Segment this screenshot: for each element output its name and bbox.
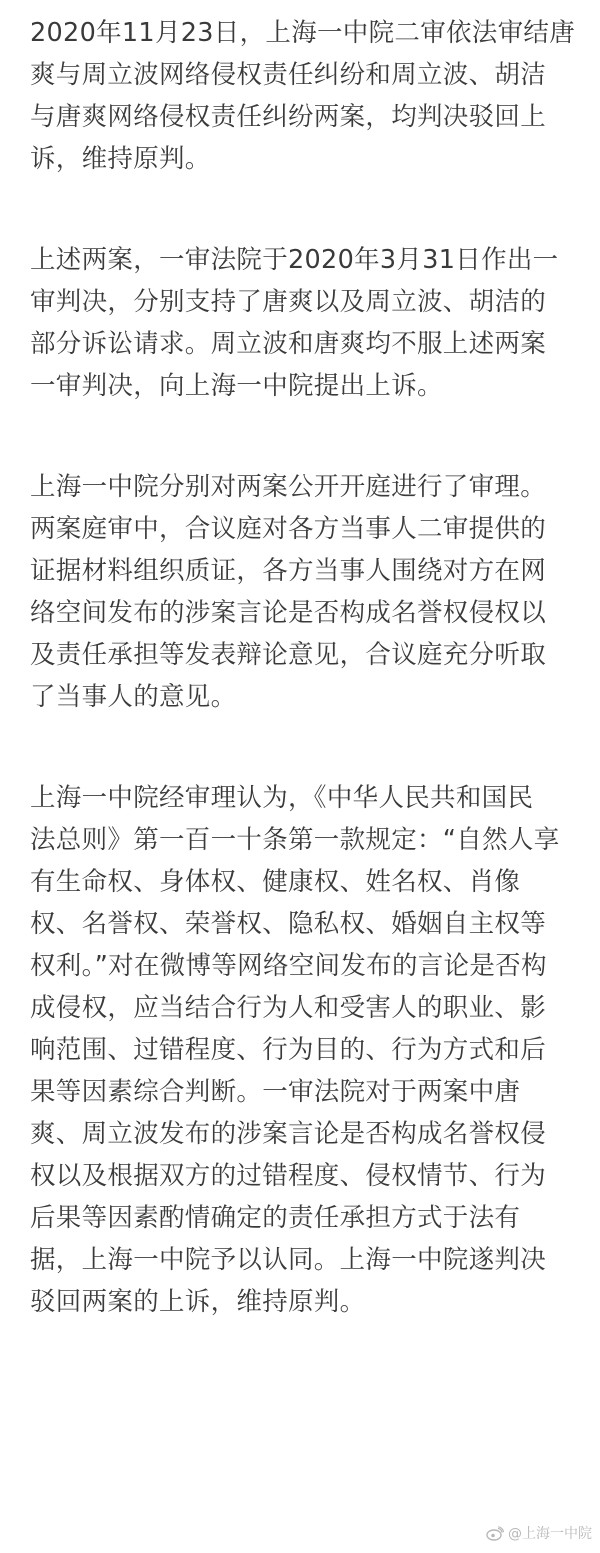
- paragraph-4: [30, 777, 582, 1323]
- weibo-watermark: [486, 1523, 592, 1543]
- paragraph-line: 果等因素综合判断。一审法院对于两案中唐: [30, 1077, 521, 1107]
- paragraph-line: 络空间发布的涉案言论是否构成名誉权侵权以: [30, 598, 547, 628]
- paragraph-line: 权利。”对在微博等网络空间发布的言论是否构: [30, 951, 547, 981]
- paragraph-line: 爽与周立波网络侵权责任纠纷和周立波、胡洁: [30, 60, 547, 90]
- paragraph-line: 爽、周立波发布的涉案言论是否构成名誉权侵: [30, 1119, 547, 1149]
- paragraph-line: 权以及根据双方的过错程度、侵权情节、行为: [30, 1161, 547, 1191]
- paragraph-line: 有生命权、身体权、健康权、姓名权、肖像: [30, 867, 521, 897]
- paragraph-line: 据，上海一中院予以认同。上海一中院遂判决: [30, 1245, 547, 1275]
- paragraph-line: 部分诉讼请求。周立波和唐爽均不服上述两案: [30, 329, 547, 359]
- paragraph-line: 与唐爽网络侵权责任纠纷两案，均判决驳回上: [30, 102, 547, 132]
- paragraph-3: [30, 466, 582, 718]
- paragraph-line: 上述两案，一审法院于2020年3月31日作出一: [30, 245, 559, 275]
- paragraph-line: 2020年11月23日，上海一中院二审依法审结唐: [30, 18, 575, 48]
- paragraph-line: 法总则》第一百一十条第一款规定：“自然人享: [30, 825, 560, 855]
- paragraph-line: 证据材料组织质证，各方当事人围绕对方在网: [30, 556, 547, 586]
- paragraph-line: 权、名誉权、荣誉权、隐私权、婚姻自主权等: [30, 909, 547, 939]
- paragraph-line: 审判决，分别支持了唐爽以及周立波、胡洁的: [30, 287, 547, 317]
- watermark-text: @上海一中院: [508, 1526, 592, 1542]
- paragraph-line: 一审判决，向上海一中院提出上诉。: [30, 371, 443, 401]
- paragraph-line: 两案庭审中，合议庭对各方当事人二审提供的: [30, 514, 547, 544]
- paragraph-line: 后果等因素酌情确定的责任承担方式于法有: [30, 1203, 521, 1233]
- paragraph-line: 成侵权，应当结合行为人和受害人的职业、影: [30, 993, 547, 1023]
- article-body: [30, 12, 582, 1323]
- weibo-icon: [486, 1526, 504, 1541]
- paragraph-2: [30, 239, 582, 407]
- paragraph-line: 响范围、过错程度、行为目的、行为方式和后: [30, 1035, 547, 1065]
- paragraph-line: 上海一中院分别对两案公开开庭进行了审理。: [30, 472, 547, 502]
- paragraph-line: 及责任承担等发表辩论意见，合议庭充分听取: [30, 640, 547, 670]
- paragraph-line: 上海一中院经审理认为，《中华人民共和国民: [30, 783, 534, 813]
- paragraph-line: 驳回两案的上诉，维持原判。: [30, 1287, 366, 1317]
- paragraph-line: 诉，维持原判。: [30, 144, 211, 174]
- paragraph-1: [30, 12, 582, 180]
- paragraph-line: 了当事人的意见。: [30, 682, 237, 712]
